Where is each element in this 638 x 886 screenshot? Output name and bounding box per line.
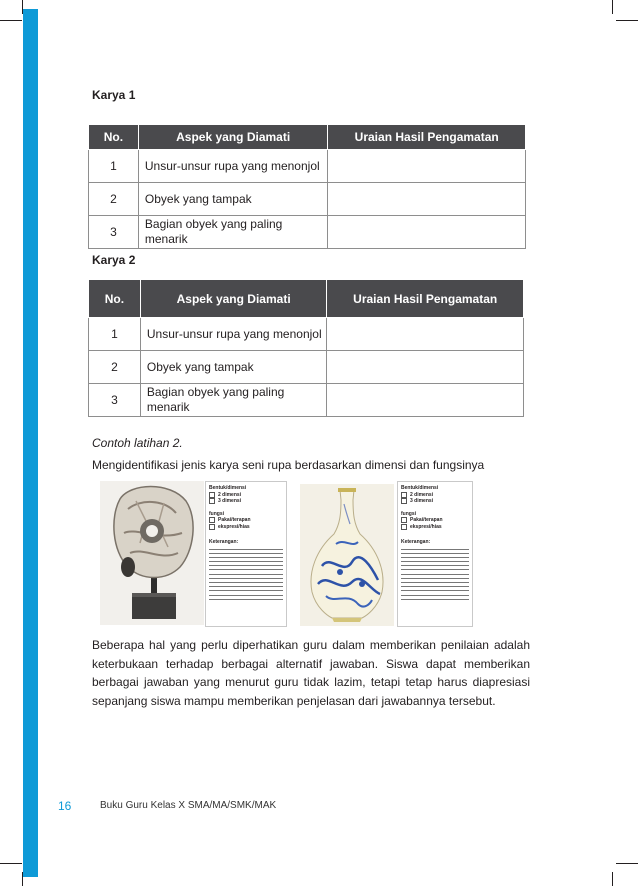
- card-bentuk-label: Bentuk/dimensi: [209, 485, 247, 491]
- cell-aspek: Obyek yang tampak: [138, 183, 328, 216]
- cell-no: 2: [89, 351, 141, 384]
- checkbox-icon[interactable]: [209, 517, 215, 523]
- card-bentuk-label: Bentuk/dimensi: [401, 485, 439, 491]
- card-option[interactable]: ekspresi/hias: [209, 524, 283, 531]
- table-header-row: [89, 125, 526, 150]
- column-header-uraian: Uraian Hasil Pengamatan: [328, 125, 526, 150]
- column-header-no: No.: [89, 280, 141, 318]
- section-title-karya-1: Karya 1: [92, 88, 136, 102]
- stone-sculpture-image: [100, 481, 204, 625]
- card-option[interactable]: 2 dimensi: [209, 492, 283, 499]
- card-option[interactable]: Pakai/terapan: [401, 517, 469, 524]
- cell-uraian[interactable]: [327, 351, 524, 384]
- checkbox-icon[interactable]: [401, 517, 407, 523]
- example-intro: Mengidentifikasi jenis karya seni rupa berdasarkan dimensi dan fungsinya: [92, 458, 485, 472]
- crop-mark: [612, 872, 613, 886]
- card-fungsi-label: fungsi: [209, 510, 224, 517]
- cell-aspek: Bagian obyek yang paling menarik: [140, 384, 327, 417]
- table-row: [89, 183, 526, 216]
- cell-no: 2: [89, 183, 139, 216]
- footer-book-title: Buku Guru Kelas X SMA/MA/SMK/MAK: [100, 800, 277, 811]
- card-option[interactable]: 2 dimensi: [401, 492, 469, 499]
- table-row: [89, 384, 524, 417]
- side-accent-bar: [23, 9, 38, 877]
- cell-uraian[interactable]: [328, 183, 526, 216]
- card-keterangan-label: Keterangan:: [209, 539, 239, 545]
- crop-mark: [616, 863, 638, 864]
- table-row: [89, 351, 524, 384]
- crop-mark: [616, 20, 638, 21]
- column-header-uraian: Uraian Hasil Pengamatan: [327, 280, 524, 318]
- cell-no: 3: [89, 384, 141, 417]
- card-option[interactable]: ekspresi/hias: [401, 524, 469, 531]
- body-paragraph: Beberapa hal yang perlu diperhatikan guru dalam memberikan penilaian adalah keterbukaan terhadap berbagai alternatif jawaban. Siswa dapat memberikan berbagai jawaban yang menurut guru tidak lazim, tetapi tetap harus diapresiasi sepanjang siswa mampu memberikan penjelasan dari jawabannya tersebut.: [92, 638, 530, 708]
- checkbox-icon[interactable]: [401, 524, 407, 530]
- checkbox-icon[interactable]: [401, 498, 407, 504]
- checkbox-icon[interactable]: [401, 492, 407, 498]
- crop-mark: [612, 0, 613, 14]
- cell-uraian[interactable]: [328, 216, 526, 249]
- section-title-karya-2: Karya 2: [92, 253, 136, 267]
- crop-mark: [0, 20, 22, 21]
- checkbox-icon[interactable]: [209, 498, 215, 504]
- card-answer-lines[interactable]: [209, 549, 283, 600]
- table-row: [89, 318, 524, 351]
- cell-aspek: Unsur-unsur rupa yang menonjol: [138, 150, 328, 183]
- cell-uraian[interactable]: [327, 318, 524, 351]
- table-row: [89, 150, 526, 183]
- observation-table-2: [88, 279, 524, 417]
- column-header-aspek: Aspek yang Diamati: [140, 280, 327, 318]
- cell-no: 1: [89, 318, 141, 351]
- cell-aspek: Bagian obyek yang paling menarik: [138, 216, 328, 249]
- column-header-aspek: Aspek yang Diamati: [138, 125, 328, 150]
- porcelain-vase-image: [300, 484, 394, 626]
- card-option[interactable]: 3 dimensi: [401, 498, 469, 505]
- cell-no: 3: [89, 216, 139, 249]
- page-number: 16: [58, 799, 72, 813]
- card-keterangan-label: Keterangan:: [401, 539, 431, 545]
- card-fungsi-label: fungsi: [401, 510, 416, 517]
- column-header-no: No.: [89, 125, 139, 150]
- observation-table-1: [88, 124, 526, 249]
- table-row: [89, 216, 526, 249]
- checkbox-icon[interactable]: [209, 492, 215, 498]
- table-header-row: [89, 280, 524, 318]
- classification-card: [397, 481, 473, 627]
- crop-mark: [0, 863, 22, 864]
- cell-no: 1: [89, 150, 139, 183]
- example-label: Contoh latihan 2.: [92, 436, 183, 450]
- cell-aspek: Obyek yang tampak: [140, 351, 327, 384]
- cell-uraian[interactable]: [328, 150, 526, 183]
- checkbox-icon[interactable]: [209, 524, 215, 530]
- card-answer-lines[interactable]: [401, 549, 469, 600]
- card-option[interactable]: 3 dimensi: [209, 498, 283, 505]
- cell-aspek: Unsur-unsur rupa yang menonjol: [140, 318, 327, 351]
- cell-uraian[interactable]: [327, 384, 524, 417]
- classification-card: [205, 481, 287, 627]
- card-option[interactable]: Pakai/terapan: [209, 517, 283, 524]
